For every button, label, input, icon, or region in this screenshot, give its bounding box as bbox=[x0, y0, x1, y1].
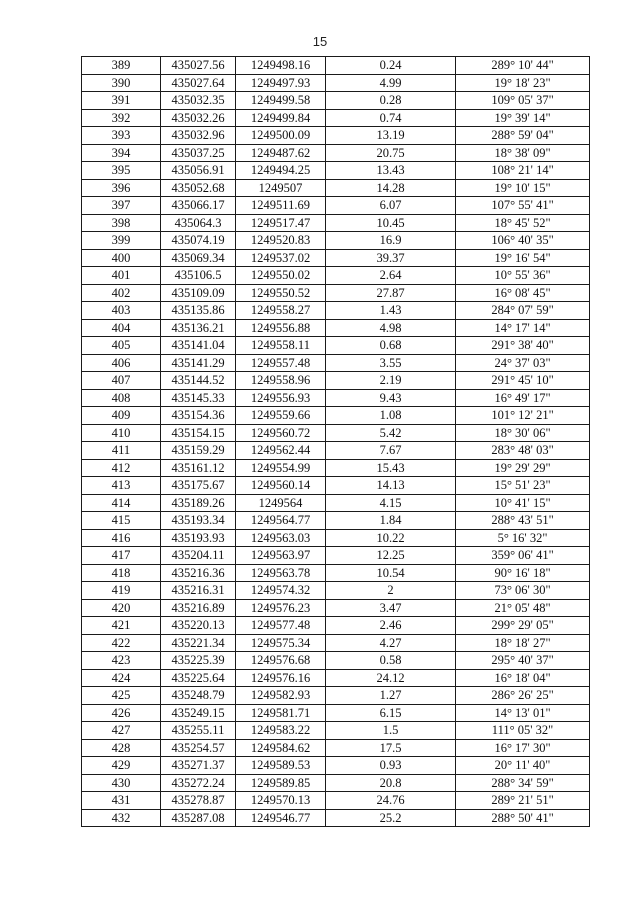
distance-cell: 20.8 bbox=[326, 774, 456, 792]
point-number-cell: 425 bbox=[82, 687, 161, 705]
y-coordinate-cell: 1249511.69 bbox=[236, 197, 326, 215]
distance-cell: 3.55 bbox=[326, 354, 456, 372]
distance-cell: 27.87 bbox=[326, 284, 456, 302]
y-coordinate-cell: 1249487.62 bbox=[236, 144, 326, 162]
distance-cell: 4.15 bbox=[326, 494, 456, 512]
x-coordinate-cell: 435220.13 bbox=[161, 617, 236, 635]
x-coordinate-cell: 435032.96 bbox=[161, 127, 236, 145]
bearing-cell: 18° 45' 52" bbox=[456, 214, 590, 232]
point-number-cell: 431 bbox=[82, 792, 161, 810]
y-coordinate-cell: 1249520.83 bbox=[236, 232, 326, 250]
bearing-cell: 106° 40' 35" bbox=[456, 232, 590, 250]
y-coordinate-cell: 1249589.53 bbox=[236, 757, 326, 775]
x-coordinate-cell: 435175.67 bbox=[161, 477, 236, 495]
point-number-cell: 413 bbox=[82, 477, 161, 495]
table-row bbox=[82, 197, 590, 215]
y-coordinate-cell: 1249498.16 bbox=[236, 57, 326, 75]
point-number-cell: 395 bbox=[82, 162, 161, 180]
table-row bbox=[82, 652, 590, 670]
distance-cell: 4.27 bbox=[326, 634, 456, 652]
table-row bbox=[82, 74, 590, 92]
point-number-cell: 405 bbox=[82, 337, 161, 355]
table-row bbox=[82, 424, 590, 442]
distance-cell: 16.9 bbox=[326, 232, 456, 250]
table-row bbox=[82, 214, 590, 232]
y-coordinate-cell: 1249507 bbox=[236, 179, 326, 197]
y-coordinate-cell: 1249560.72 bbox=[236, 424, 326, 442]
point-number-cell: 392 bbox=[82, 109, 161, 127]
table-row bbox=[82, 547, 590, 565]
table-row bbox=[82, 389, 590, 407]
y-coordinate-cell: 1249558.27 bbox=[236, 302, 326, 320]
distance-cell: 2 bbox=[326, 582, 456, 600]
y-coordinate-cell: 1249554.99 bbox=[236, 459, 326, 477]
x-coordinate-cell: 435109.09 bbox=[161, 284, 236, 302]
y-coordinate-cell: 1249557.48 bbox=[236, 354, 326, 372]
y-coordinate-cell: 1249550.02 bbox=[236, 267, 326, 285]
bearing-cell: 288° 59' 04" bbox=[456, 127, 590, 145]
bearing-cell: 19° 16' 54" bbox=[456, 249, 590, 267]
y-coordinate-cell: 1249546.77 bbox=[236, 809, 326, 827]
bearing-cell: 19° 39' 14" bbox=[456, 109, 590, 127]
x-coordinate-cell: 435141.29 bbox=[161, 354, 236, 372]
x-coordinate-cell: 435144.52 bbox=[161, 372, 236, 390]
table-row bbox=[82, 792, 590, 810]
bearing-cell: 21° 05' 48" bbox=[456, 599, 590, 617]
point-number-cell: 429 bbox=[82, 757, 161, 775]
bearing-cell: 14° 17' 14" bbox=[456, 319, 590, 337]
x-coordinate-cell: 435064.3 bbox=[161, 214, 236, 232]
table-row bbox=[82, 127, 590, 145]
table-row bbox=[82, 757, 590, 775]
point-number-cell: 421 bbox=[82, 617, 161, 635]
bearing-cell: 14° 13' 01" bbox=[456, 704, 590, 722]
y-coordinate-cell: 1249556.88 bbox=[236, 319, 326, 337]
x-coordinate-cell: 435027.56 bbox=[161, 57, 236, 75]
table-row bbox=[82, 407, 590, 425]
y-coordinate-cell: 1249499.58 bbox=[236, 92, 326, 110]
point-number-cell: 432 bbox=[82, 809, 161, 827]
bearing-cell: 19° 18' 23" bbox=[456, 74, 590, 92]
distance-cell: 2.46 bbox=[326, 617, 456, 635]
y-coordinate-cell: 1249563.78 bbox=[236, 564, 326, 582]
distance-cell: 2.64 bbox=[326, 267, 456, 285]
table-row bbox=[82, 267, 590, 285]
y-coordinate-cell: 1249582.93 bbox=[236, 687, 326, 705]
x-coordinate-cell: 435193.34 bbox=[161, 512, 236, 530]
point-number-cell: 389 bbox=[82, 57, 161, 75]
x-coordinate-cell: 435221.34 bbox=[161, 634, 236, 652]
distance-cell: 0.93 bbox=[326, 757, 456, 775]
y-coordinate-cell: 1249564 bbox=[236, 494, 326, 512]
distance-cell: 1.5 bbox=[326, 722, 456, 740]
table-row bbox=[82, 774, 590, 792]
x-coordinate-cell: 435141.04 bbox=[161, 337, 236, 355]
x-coordinate-cell: 435193.93 bbox=[161, 529, 236, 547]
table-row bbox=[82, 617, 590, 635]
x-coordinate-cell: 435225.64 bbox=[161, 669, 236, 687]
distance-cell: 24.12 bbox=[326, 669, 456, 687]
bearing-cell: 16° 08' 45" bbox=[456, 284, 590, 302]
point-number-cell: 423 bbox=[82, 652, 161, 670]
point-number-cell: 416 bbox=[82, 529, 161, 547]
point-number-cell: 406 bbox=[82, 354, 161, 372]
table-row bbox=[82, 162, 590, 180]
distance-cell: 20.75 bbox=[326, 144, 456, 162]
x-coordinate-cell: 435204.11 bbox=[161, 547, 236, 565]
x-coordinate-cell: 435066.17 bbox=[161, 197, 236, 215]
bearing-cell: 291° 45' 10" bbox=[456, 372, 590, 390]
bearing-cell: 90° 16' 18" bbox=[456, 564, 590, 582]
x-coordinate-cell: 435254.57 bbox=[161, 739, 236, 757]
bearing-cell: 15° 51' 23" bbox=[456, 477, 590, 495]
y-coordinate-cell: 1249576.23 bbox=[236, 599, 326, 617]
distance-cell: 1.08 bbox=[326, 407, 456, 425]
distance-cell: 10.54 bbox=[326, 564, 456, 582]
distance-cell: 15.43 bbox=[326, 459, 456, 477]
point-number-cell: 430 bbox=[82, 774, 161, 792]
table-row bbox=[82, 337, 590, 355]
bearing-cell: 284° 07' 59" bbox=[456, 302, 590, 320]
x-coordinate-cell: 435069.34 bbox=[161, 249, 236, 267]
table-row bbox=[82, 669, 590, 687]
point-number-cell: 394 bbox=[82, 144, 161, 162]
bearing-cell: 299° 29' 05" bbox=[456, 617, 590, 635]
table-row bbox=[82, 809, 590, 827]
y-coordinate-cell: 1249500.09 bbox=[236, 127, 326, 145]
bearing-cell: 19° 29' 29" bbox=[456, 459, 590, 477]
bearing-cell: 286° 26' 25" bbox=[456, 687, 590, 705]
bearing-cell: 20° 11' 40" bbox=[456, 757, 590, 775]
point-number-cell: 407 bbox=[82, 372, 161, 390]
y-coordinate-cell: 1249497.93 bbox=[236, 74, 326, 92]
table-row bbox=[82, 477, 590, 495]
distance-cell: 39.37 bbox=[326, 249, 456, 267]
y-coordinate-cell: 1249537.02 bbox=[236, 249, 326, 267]
distance-cell: 10.45 bbox=[326, 214, 456, 232]
y-coordinate-cell: 1249517.47 bbox=[236, 214, 326, 232]
table-row bbox=[82, 704, 590, 722]
table-row bbox=[82, 144, 590, 162]
distance-cell: 1.84 bbox=[326, 512, 456, 530]
bearing-cell: 24° 37' 03" bbox=[456, 354, 590, 372]
x-coordinate-cell: 435278.87 bbox=[161, 792, 236, 810]
bearing-cell: 291° 38' 40" bbox=[456, 337, 590, 355]
point-number-cell: 396 bbox=[82, 179, 161, 197]
x-coordinate-cell: 435135.86 bbox=[161, 302, 236, 320]
distance-cell: 0.28 bbox=[326, 92, 456, 110]
bearing-cell: 18° 18' 27" bbox=[456, 634, 590, 652]
distance-cell: 13.19 bbox=[326, 127, 456, 145]
bearing-cell: 111° 05' 32" bbox=[456, 722, 590, 740]
y-coordinate-cell: 1249494.25 bbox=[236, 162, 326, 180]
bearing-cell: 289° 21' 51" bbox=[456, 792, 590, 810]
x-coordinate-cell: 435287.08 bbox=[161, 809, 236, 827]
y-coordinate-cell: 1249562.44 bbox=[236, 442, 326, 460]
y-coordinate-cell: 1249584.62 bbox=[236, 739, 326, 757]
point-number-cell: 414 bbox=[82, 494, 161, 512]
point-number-cell: 404 bbox=[82, 319, 161, 337]
point-number-cell: 397 bbox=[82, 197, 161, 215]
point-number-cell: 401 bbox=[82, 267, 161, 285]
bearing-cell: 16° 49' 17" bbox=[456, 389, 590, 407]
point-number-cell: 427 bbox=[82, 722, 161, 740]
y-coordinate-cell: 1249563.97 bbox=[236, 547, 326, 565]
point-number-cell: 400 bbox=[82, 249, 161, 267]
x-coordinate-cell: 435052.68 bbox=[161, 179, 236, 197]
x-coordinate-cell: 435032.26 bbox=[161, 109, 236, 127]
table-row bbox=[82, 599, 590, 617]
y-coordinate-cell: 1249576.68 bbox=[236, 652, 326, 670]
point-number-cell: 403 bbox=[82, 302, 161, 320]
point-number-cell: 409 bbox=[82, 407, 161, 425]
y-coordinate-cell: 1249558.96 bbox=[236, 372, 326, 390]
table-row bbox=[82, 57, 590, 75]
table-row bbox=[82, 302, 590, 320]
distance-cell: 6.15 bbox=[326, 704, 456, 722]
x-coordinate-cell: 435216.36 bbox=[161, 564, 236, 582]
table-row bbox=[82, 687, 590, 705]
table-row bbox=[82, 494, 590, 512]
bearing-cell: 101° 12' 21" bbox=[456, 407, 590, 425]
x-coordinate-cell: 435216.89 bbox=[161, 599, 236, 617]
distance-cell: 0.24 bbox=[326, 57, 456, 75]
y-coordinate-cell: 1249570.13 bbox=[236, 792, 326, 810]
bearing-cell: 109° 05' 37" bbox=[456, 92, 590, 110]
distance-cell: 4.98 bbox=[326, 319, 456, 337]
point-number-cell: 391 bbox=[82, 92, 161, 110]
point-number-cell: 393 bbox=[82, 127, 161, 145]
x-coordinate-cell: 435159.29 bbox=[161, 442, 236, 460]
table-row bbox=[82, 249, 590, 267]
y-coordinate-cell: 1249576.16 bbox=[236, 669, 326, 687]
distance-cell: 9.43 bbox=[326, 389, 456, 407]
bearing-cell: 108° 21' 14" bbox=[456, 162, 590, 180]
distance-cell: 17.5 bbox=[326, 739, 456, 757]
y-coordinate-cell: 1249558.11 bbox=[236, 337, 326, 355]
table-row bbox=[82, 442, 590, 460]
distance-cell: 13.43 bbox=[326, 162, 456, 180]
bearing-cell: 16° 18' 04" bbox=[456, 669, 590, 687]
bearing-cell: 283° 48' 03" bbox=[456, 442, 590, 460]
point-number-cell: 390 bbox=[82, 74, 161, 92]
distance-cell: 4.99 bbox=[326, 74, 456, 92]
table-row bbox=[82, 179, 590, 197]
point-number-cell: 428 bbox=[82, 739, 161, 757]
x-coordinate-cell: 435248.79 bbox=[161, 687, 236, 705]
point-number-cell: 411 bbox=[82, 442, 161, 460]
x-coordinate-cell: 435161.12 bbox=[161, 459, 236, 477]
point-number-cell: 426 bbox=[82, 704, 161, 722]
x-coordinate-cell: 435249.15 bbox=[161, 704, 236, 722]
x-coordinate-cell: 435225.39 bbox=[161, 652, 236, 670]
bearing-cell: 10° 41' 15" bbox=[456, 494, 590, 512]
distance-cell: 1.43 bbox=[326, 302, 456, 320]
distance-cell: 24.76 bbox=[326, 792, 456, 810]
point-number-cell: 408 bbox=[82, 389, 161, 407]
y-coordinate-cell: 1249574.32 bbox=[236, 582, 326, 600]
table-row bbox=[82, 109, 590, 127]
point-number-cell: 419 bbox=[82, 582, 161, 600]
distance-cell: 14.28 bbox=[326, 179, 456, 197]
y-coordinate-cell: 1249563.03 bbox=[236, 529, 326, 547]
distance-cell: 7.67 bbox=[326, 442, 456, 460]
x-coordinate-cell: 435255.11 bbox=[161, 722, 236, 740]
x-coordinate-cell: 435027.64 bbox=[161, 74, 236, 92]
x-coordinate-cell: 435271.37 bbox=[161, 757, 236, 775]
bearing-cell: 288° 50' 41" bbox=[456, 809, 590, 827]
coordinates-table-body bbox=[82, 57, 590, 827]
y-coordinate-cell: 1249564.77 bbox=[236, 512, 326, 530]
page-number: 15 bbox=[312, 34, 328, 49]
point-number-cell: 402 bbox=[82, 284, 161, 302]
y-coordinate-cell: 1249559.66 bbox=[236, 407, 326, 425]
x-coordinate-cell: 435154.36 bbox=[161, 407, 236, 425]
point-number-cell: 398 bbox=[82, 214, 161, 232]
point-number-cell: 424 bbox=[82, 669, 161, 687]
bearing-cell: 288° 43' 51" bbox=[456, 512, 590, 530]
table-row bbox=[82, 634, 590, 652]
table-row bbox=[82, 512, 590, 530]
table-row bbox=[82, 372, 590, 390]
bearing-cell: 73° 06' 30" bbox=[456, 582, 590, 600]
x-coordinate-cell: 435272.24 bbox=[161, 774, 236, 792]
bearing-cell: 5° 16' 32" bbox=[456, 529, 590, 547]
x-coordinate-cell: 435106.5 bbox=[161, 267, 236, 285]
distance-cell: 10.22 bbox=[326, 529, 456, 547]
bearing-cell: 18° 30' 06" bbox=[456, 424, 590, 442]
distance-cell: 2.19 bbox=[326, 372, 456, 390]
y-coordinate-cell: 1249550.52 bbox=[236, 284, 326, 302]
table-row bbox=[82, 319, 590, 337]
x-coordinate-cell: 435154.15 bbox=[161, 424, 236, 442]
point-number-cell: 417 bbox=[82, 547, 161, 565]
bearing-cell: 19° 10' 15" bbox=[456, 179, 590, 197]
point-number-cell: 418 bbox=[82, 564, 161, 582]
y-coordinate-cell: 1249589.85 bbox=[236, 774, 326, 792]
bearing-cell: 18° 38' 09" bbox=[456, 144, 590, 162]
x-coordinate-cell: 435216.31 bbox=[161, 582, 236, 600]
point-number-cell: 412 bbox=[82, 459, 161, 477]
table-row bbox=[82, 564, 590, 582]
distance-cell: 6.07 bbox=[326, 197, 456, 215]
point-number-cell: 420 bbox=[82, 599, 161, 617]
bearing-cell: 10° 55' 36" bbox=[456, 267, 590, 285]
bearing-cell: 295° 40' 37" bbox=[456, 652, 590, 670]
point-number-cell: 410 bbox=[82, 424, 161, 442]
bearing-cell: 288° 34' 59" bbox=[456, 774, 590, 792]
table-row bbox=[82, 582, 590, 600]
bearing-cell: 289° 10' 44" bbox=[456, 57, 590, 75]
distance-cell: 5.42 bbox=[326, 424, 456, 442]
y-coordinate-cell: 1249577.48 bbox=[236, 617, 326, 635]
bearing-cell: 16° 17' 30" bbox=[456, 739, 590, 757]
distance-cell: 0.68 bbox=[326, 337, 456, 355]
distance-cell: 14.13 bbox=[326, 477, 456, 495]
point-number-cell: 422 bbox=[82, 634, 161, 652]
distance-cell: 0.74 bbox=[326, 109, 456, 127]
distance-cell: 0.58 bbox=[326, 652, 456, 670]
y-coordinate-cell: 1249560.14 bbox=[236, 477, 326, 495]
table-row bbox=[82, 354, 590, 372]
table-row bbox=[82, 284, 590, 302]
distance-cell: 1.27 bbox=[326, 687, 456, 705]
distance-cell: 25.2 bbox=[326, 809, 456, 827]
table-row bbox=[82, 739, 590, 757]
y-coordinate-cell: 1249581.71 bbox=[236, 704, 326, 722]
bearing-cell: 107° 55' 41" bbox=[456, 197, 590, 215]
point-number-cell: 415 bbox=[82, 512, 161, 530]
x-coordinate-cell: 435074.19 bbox=[161, 232, 236, 250]
y-coordinate-cell: 1249575.34 bbox=[236, 634, 326, 652]
x-coordinate-cell: 435189.26 bbox=[161, 494, 236, 512]
x-coordinate-cell: 435032.35 bbox=[161, 92, 236, 110]
y-coordinate-cell: 1249499.84 bbox=[236, 109, 326, 127]
table-row bbox=[82, 232, 590, 250]
table-row bbox=[82, 92, 590, 110]
bearing-cell: 359° 06' 41" bbox=[456, 547, 590, 565]
y-coordinate-cell: 1249556.93 bbox=[236, 389, 326, 407]
coordinates-table bbox=[81, 56, 590, 827]
table-row bbox=[82, 529, 590, 547]
table-row bbox=[82, 459, 590, 477]
x-coordinate-cell: 435037.25 bbox=[161, 144, 236, 162]
x-coordinate-cell: 435056.91 bbox=[161, 162, 236, 180]
table-row bbox=[82, 722, 590, 740]
point-number-cell: 399 bbox=[82, 232, 161, 250]
x-coordinate-cell: 435136.21 bbox=[161, 319, 236, 337]
distance-cell: 12.25 bbox=[326, 547, 456, 565]
y-coordinate-cell: 1249583.22 bbox=[236, 722, 326, 740]
distance-cell: 3.47 bbox=[326, 599, 456, 617]
x-coordinate-cell: 435145.33 bbox=[161, 389, 236, 407]
